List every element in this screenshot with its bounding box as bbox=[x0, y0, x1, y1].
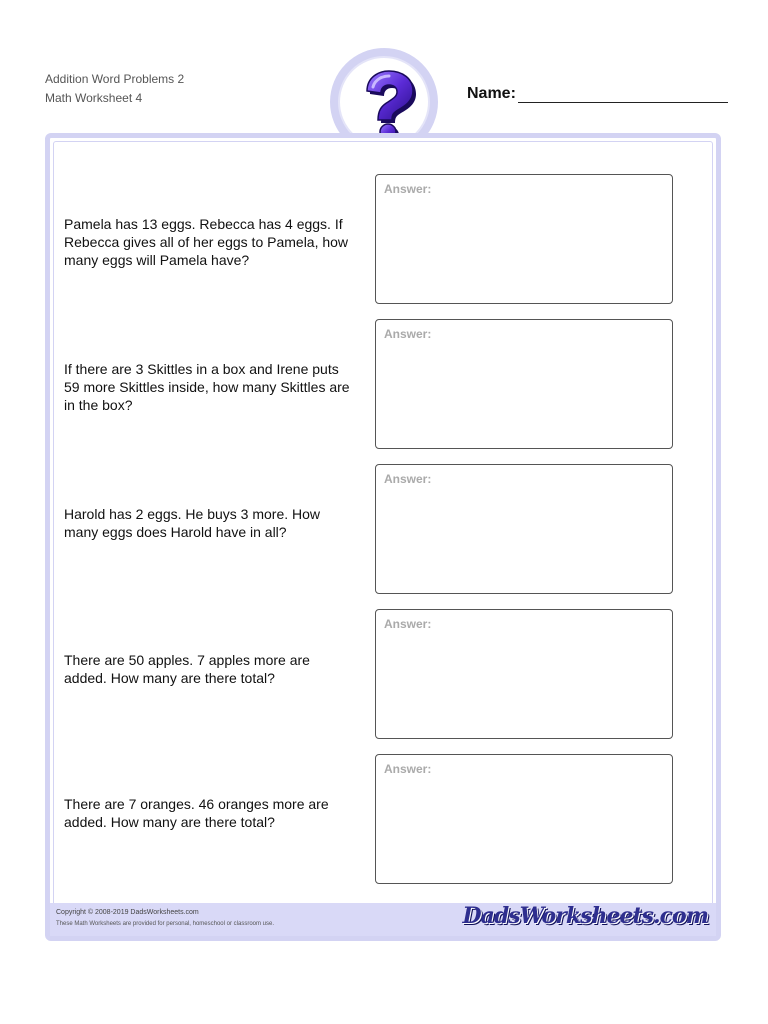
answer-label: Answer: bbox=[384, 472, 432, 486]
problem-text: Harold has 2 eggs. He buys 3 more. How many eggs does Harold have in all? bbox=[64, 506, 321, 540]
answer-box[interactable] bbox=[375, 464, 673, 594]
answer-label: Answer: bbox=[384, 327, 432, 341]
answer-label: Answer: bbox=[384, 182, 432, 196]
problem-text: There are 50 apples. 7 apples more are added. How many are there total? bbox=[64, 652, 310, 686]
answer-label: Answer: bbox=[384, 617, 432, 631]
answer-box[interactable] bbox=[375, 319, 673, 449]
answer-box[interactable] bbox=[375, 754, 673, 884]
footer bbox=[50, 903, 716, 936]
answer-box[interactable] bbox=[375, 609, 673, 739]
usage-text: These Math Worksheets are provided for personal, homeschool or classroom use. bbox=[56, 921, 274, 927]
problem-text: If there are 3 Skittles in a box and Irene puts 59 more Skittles inside, how many Skittles are in the box? bbox=[64, 361, 350, 413]
answer-box[interactable] bbox=[375, 174, 673, 304]
question-mark-icon bbox=[354, 68, 416, 140]
brand-logo: DadsWorksheets.com bbox=[462, 903, 708, 929]
copyright-text: Copyright © 2008-2019 DadsWorksheets.com bbox=[56, 909, 199, 916]
problem-text: Pamela has 13 eggs. Rebecca has 4 eggs. If Rebecca gives all of her eggs to Pamela, how many eggs will Pamela have? bbox=[64, 216, 349, 268]
problem-text: There are 7 oranges. 46 oranges more are added. How many are there total? bbox=[64, 796, 329, 830]
name-field[interactable] bbox=[467, 84, 728, 103]
name-line[interactable] bbox=[518, 84, 728, 103]
name-label: Name: bbox=[467, 85, 516, 102]
answer-label: Answer: bbox=[384, 762, 432, 776]
worksheet-title: Addition Word Problems 2 bbox=[45, 72, 185, 86]
worksheet-subtitle: Math Worksheet 4 bbox=[45, 91, 143, 105]
worksheet-header bbox=[45, 70, 184, 108]
